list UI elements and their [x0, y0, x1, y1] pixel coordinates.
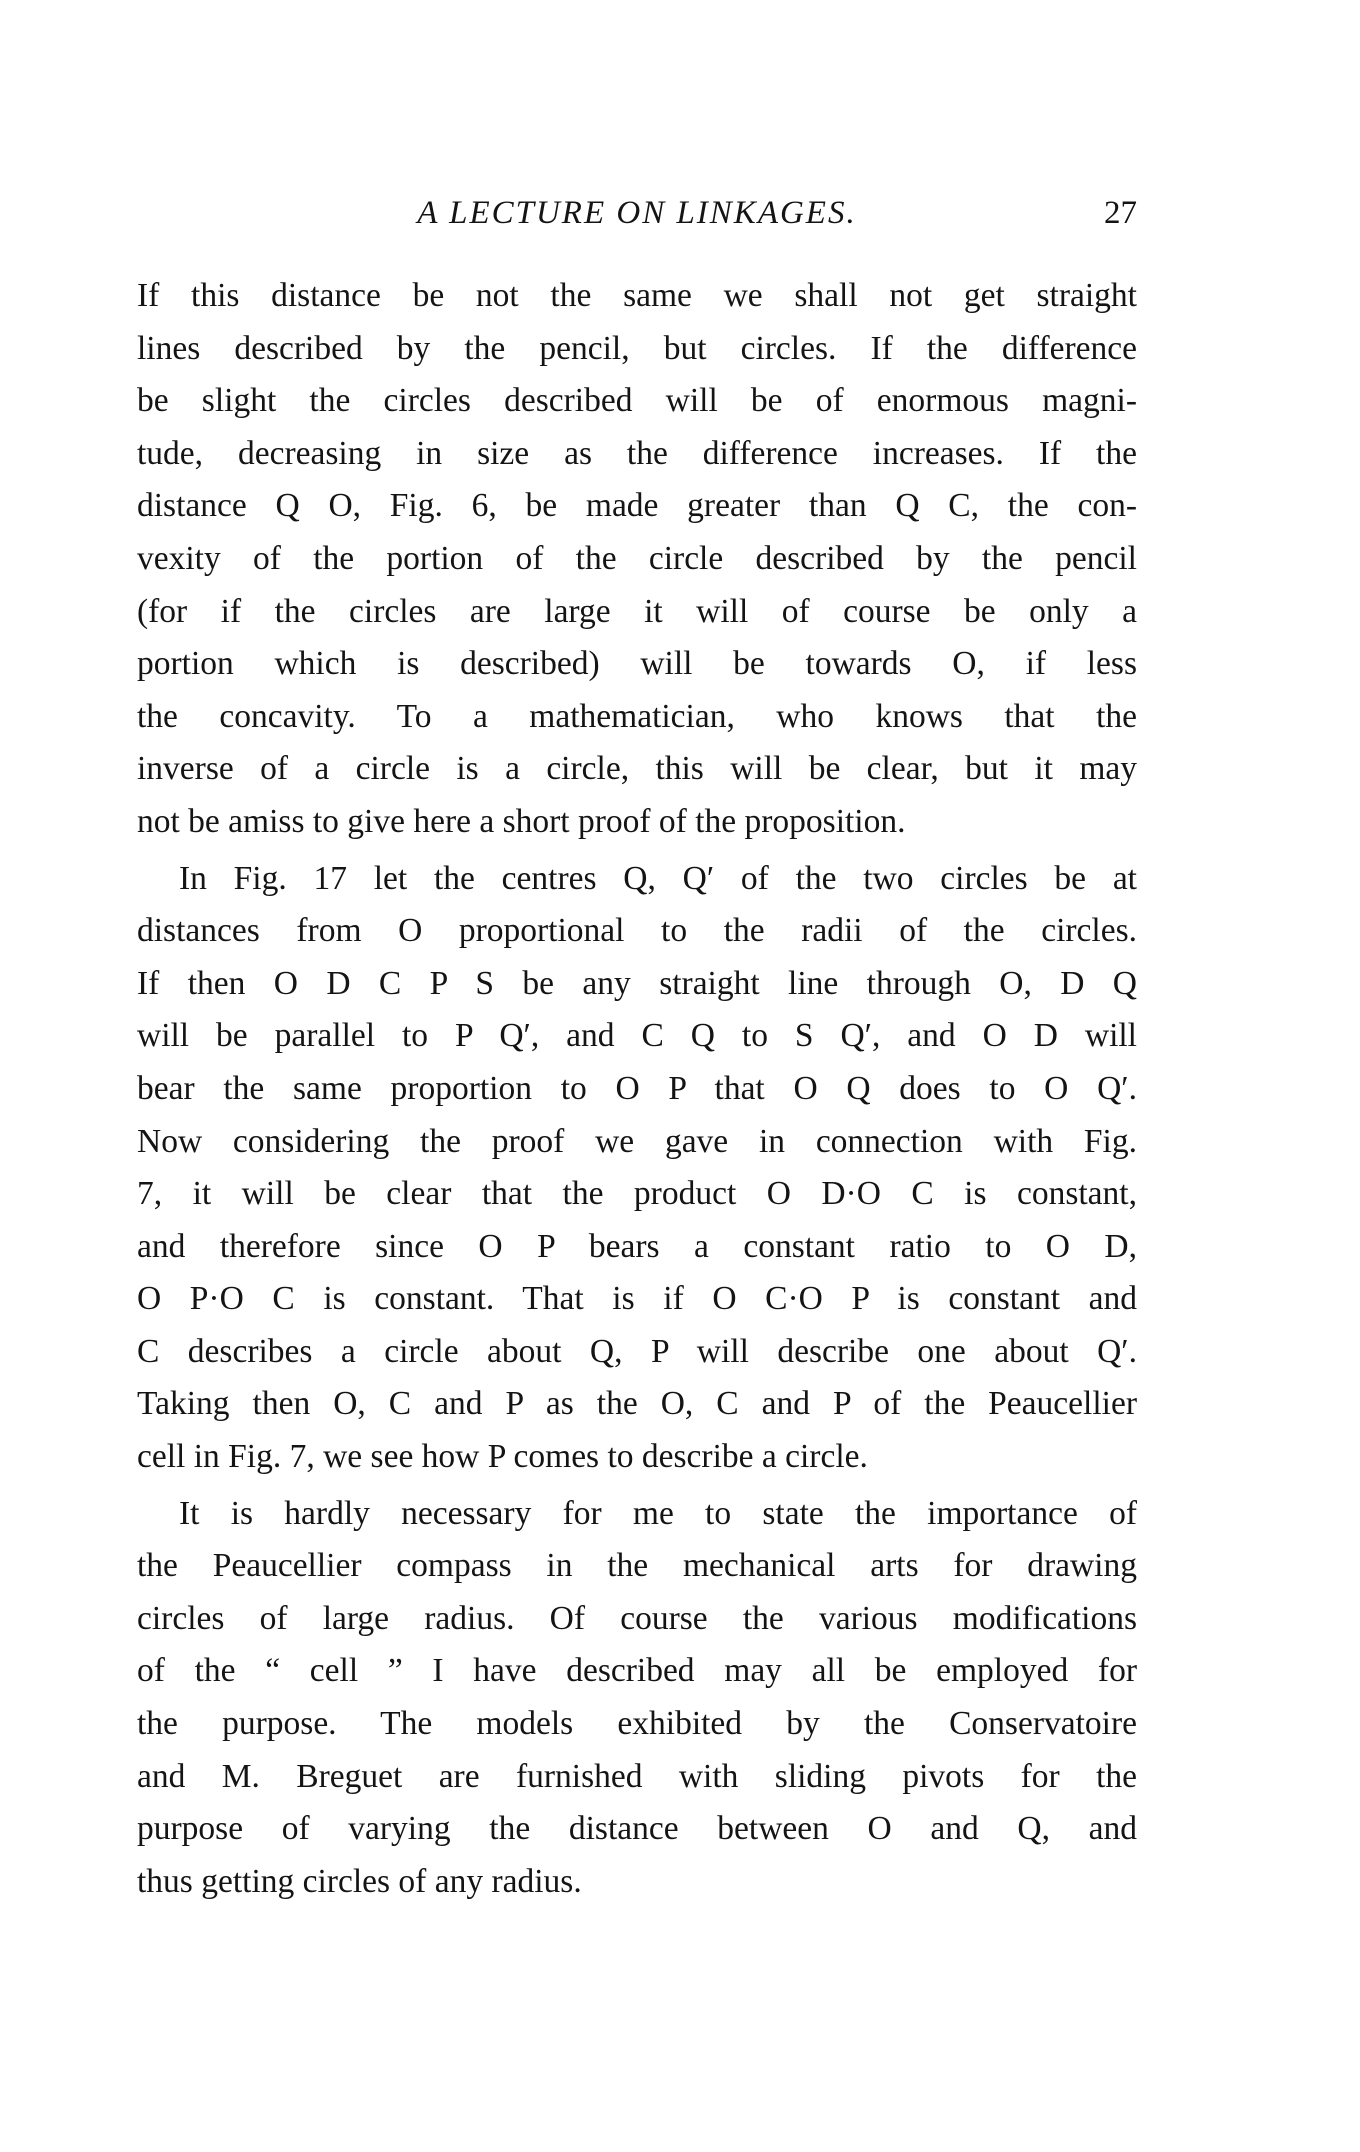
- text-line: portion which is described) will be towards O, if less: [137, 645, 1137, 683]
- text-line: be slight the circles described will be of enormous magni-: [137, 382, 1137, 420]
- text-line: bear the same proportion to O P that O Q does to O Q′.: [137, 1069, 1137, 1107]
- body-text: [137, 270, 1137, 1908]
- text-line: In Fig. 17 let the centres Q, Q′ of the two circles be at: [179, 859, 1137, 897]
- text-line: will be parallel to P Q′, and C Q to S Q′, and O D will: [137, 1017, 1137, 1055]
- text-line: vexity of the portion of the circle described by the pencil: [137, 539, 1137, 577]
- text-line: of the “ cell ” I have described may all be employed for: [137, 1652, 1137, 1690]
- text-line: If this distance be not the same we shall not get straight: [137, 277, 1137, 314]
- text-line: lines described by the pencil, but circles. If the difference: [137, 329, 1137, 367]
- text-line: distance Q O, Fig. 6, be made greater than Q C, the con-: [137, 487, 1137, 525]
- page-number: 27: [1104, 195, 1137, 231]
- text-line: distances from O proportional to the radii of the circles.: [137, 912, 1137, 950]
- text-line: (for if the circles are large it will of course be only a: [137, 592, 1137, 630]
- text-line: thus getting circles of any radius.: [137, 1862, 582, 1900]
- text-line: tude, decreasing in size as the difference increases. If the: [137, 434, 1137, 472]
- paragraph-2: [137, 853, 1137, 1484]
- paragraph-1: [137, 270, 1137, 849]
- text-line: the purpose. The models exhibited by the Conservatoire: [137, 1705, 1137, 1743]
- text-line: If then O D C P S be any straight line through O, D Q: [137, 964, 1137, 1002]
- text-line: circles of large radius. Of course the various modifications: [137, 1599, 1137, 1637]
- text-line: the concavity. To a mathematician, who knows that the: [137, 697, 1137, 735]
- text-line: not be amiss to give here a short proof of the proposition.: [137, 802, 906, 840]
- running-title: A LECTURE ON LINKAGES.: [417, 195, 857, 231]
- text-line: inverse of a circle is a circle, this will be clear, but it may: [137, 750, 1137, 788]
- text-line: C describes a circle about Q, P will describe one about Q′.: [137, 1332, 1137, 1370]
- page-header: [137, 186, 1137, 240]
- text-line: Now considering the proof we gave in connection with Fig.: [137, 1122, 1137, 1160]
- text-line: and M. Breguet are furnished with sliding pivots for the: [137, 1757, 1137, 1795]
- text-line: the Peaucellier compass in the mechanical arts for drawing: [137, 1547, 1137, 1585]
- text-line: 7, it will be clear that the product O D·O C is constant,: [137, 1175, 1137, 1213]
- text-line: cell in Fig. 7, we see how P comes to describe a circle.: [137, 1438, 868, 1476]
- text-line: It is hardly necessary for me to state the importance of: [179, 1494, 1137, 1532]
- text-line: O P·O C is constant. That is if O C·O P is constant and: [137, 1280, 1137, 1318]
- text-line: Taking then O, C and P as the O, C and P of the Peaucellier: [137, 1385, 1137, 1423]
- text-line: and therefore since O P bears a constant ratio to O D,: [137, 1227, 1137, 1265]
- text-line: purpose of varying the distance between O and Q, and: [137, 1810, 1137, 1848]
- paragraph-3: [137, 1488, 1137, 1909]
